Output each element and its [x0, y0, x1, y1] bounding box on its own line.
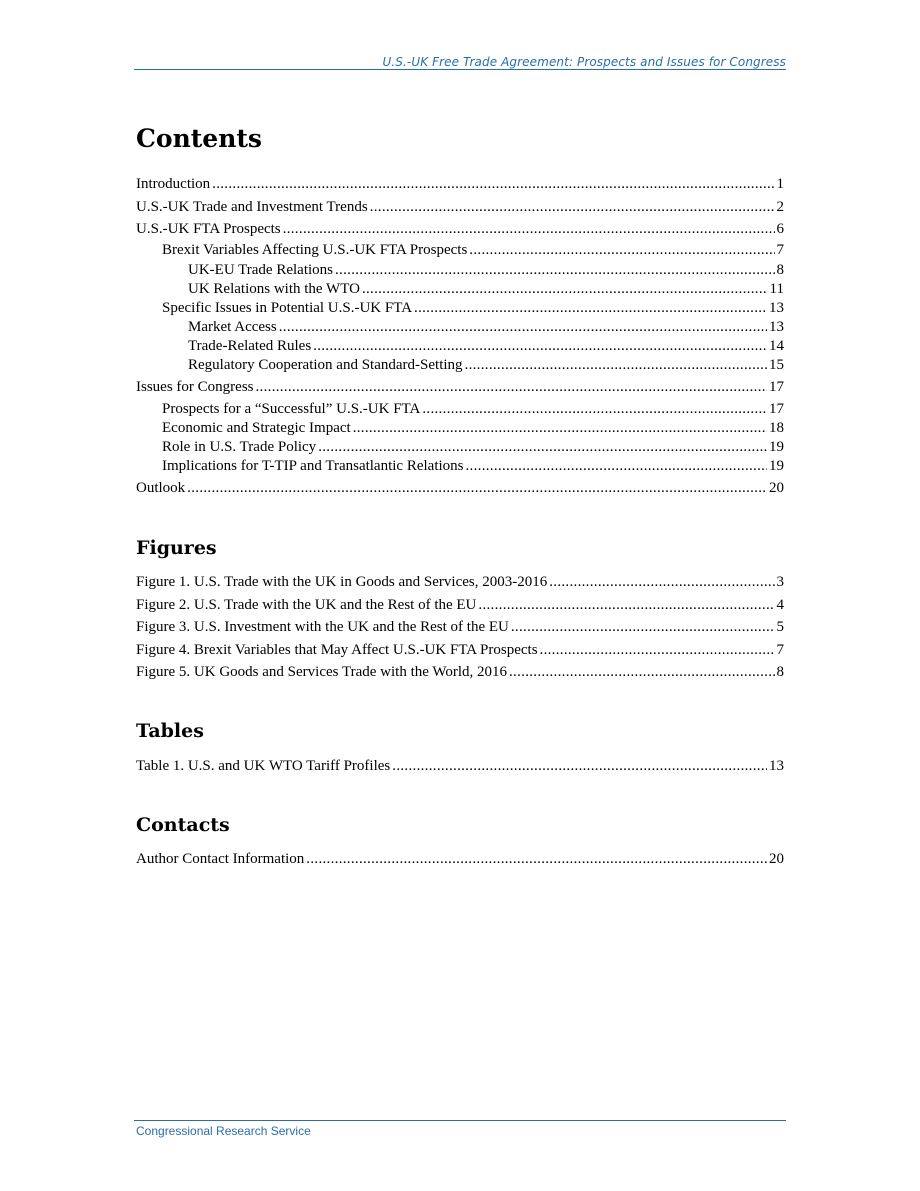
- toc-entry-page: 13: [769, 319, 784, 335]
- toc-entry-title: Figure 1. U.S. Trade with the UK in Goods and Services, 2003-2016: [136, 574, 548, 590]
- toc-entry-page: 7: [776, 641, 784, 658]
- dot-leader: [313, 337, 767, 356]
- toc-entry-page: 6: [776, 221, 784, 237]
- toc-entry-title: Prospects for a “Successful” U.S.-UK FTA: [162, 401, 421, 417]
- toc-entry-title: Figure 4. Brexit Variables that May Affect U.S.-UK FTA Prospects: [136, 641, 538, 658]
- dot-leader: [279, 318, 767, 337]
- toc-entry-page: 18: [769, 420, 784, 436]
- toc-entry-title: Market Access: [188, 319, 277, 335]
- toc-entry-page: 4: [776, 596, 784, 613]
- toc-entry[interactable]: [136, 618, 784, 641]
- footer-text: Congressional Research Service: [136, 1124, 311, 1138]
- toc-entry[interactable]: [136, 596, 784, 619]
- toc-entry[interactable]: [136, 280, 784, 299]
- toc-entry[interactable]: [136, 175, 784, 198]
- toc-entry-title: U.S.-UK FTA Prospects: [136, 221, 281, 237]
- toc-entry[interactable]: [136, 457, 784, 479]
- toc-entry[interactable]: [136, 641, 784, 664]
- toc-entry-page: 17: [769, 379, 784, 395]
- toc-entry-title: Figure 3. U.S. Investment with the UK and the Rest of the EU: [136, 619, 509, 635]
- toc-entry-title: Role in U.S. Trade Policy: [162, 439, 317, 455]
- toc-entry-title: Trade-Related Rules: [188, 338, 312, 354]
- toc-entry-title: Table 1. U.S. and UK WTO Tariff Profiles: [136, 758, 391, 774]
- toc-entry-title: Issues for Congress: [136, 379, 254, 395]
- figures-heading: Figures: [136, 537, 217, 559]
- toc-entry-page: 15: [769, 357, 784, 373]
- running-header: U.S.-UK Free Trade Agreement: Prospects and Issues for Congress: [382, 55, 786, 69]
- dot-leader: [187, 479, 767, 498]
- toc-entry[interactable]: [136, 220, 784, 241]
- tables-list: [136, 757, 784, 779]
- dot-leader: [478, 596, 774, 615]
- dot-leader: [422, 400, 767, 419]
- toc-entry-page: 3: [776, 574, 784, 590]
- contacts-heading: Contacts: [136, 814, 230, 836]
- toc-entry-page: 11: [769, 281, 784, 297]
- toc-entry-page: 2: [776, 199, 784, 215]
- toc-entry[interactable]: [136, 663, 784, 686]
- toc-entry-title: Regulatory Cooperation and Standard-Setting: [188, 357, 463, 373]
- dot-leader: [256, 378, 768, 397]
- toc-entry[interactable]: [136, 356, 784, 378]
- toc-entry-page: 8: [776, 262, 784, 278]
- toc-entry-title: Author Contact Information: [136, 851, 305, 867]
- toc-entry[interactable]: [136, 573, 784, 596]
- toc-entry-page: 7: [776, 242, 784, 258]
- toc-entry[interactable]: [136, 241, 784, 261]
- toc-entry[interactable]: [136, 299, 784, 318]
- toc-entry-page: 14: [769, 338, 784, 354]
- dot-leader: [370, 198, 775, 217]
- dot-leader: [335, 261, 775, 280]
- toc-entry-page: 5: [776, 619, 784, 635]
- toc-entry[interactable]: [136, 479, 784, 501]
- toc-entry[interactable]: [136, 400, 784, 419]
- toc-entry[interactable]: [136, 318, 784, 337]
- toc-entry-page: 1: [776, 176, 784, 192]
- toc-entry-page: 20: [769, 480, 784, 496]
- toc-entry-page: 19: [769, 439, 784, 455]
- dot-leader: [540, 641, 775, 660]
- toc-entry[interactable]: [136, 438, 784, 457]
- toc-entry[interactable]: [136, 757, 784, 779]
- dot-leader: [549, 573, 774, 592]
- contents-heading: Contents: [136, 124, 263, 153]
- dot-leader: [212, 175, 774, 194]
- toc-entry-title: Figure 2. U.S. Trade with the UK and the Rest of the EU: [136, 596, 477, 613]
- toc-entry-page: 8: [776, 664, 784, 680]
- toc-entry[interactable]: [136, 850, 784, 872]
- toc-entry-title: Economic and Strategic Impact: [162, 420, 351, 436]
- toc-entry-title: Figure 5. UK Goods and Services Trade with the World, 2016: [136, 664, 507, 680]
- toc-entry-title: UK Relations with the WTO: [188, 281, 360, 297]
- dot-leader: [414, 299, 767, 318]
- dot-leader: [362, 280, 768, 299]
- contacts-list: [136, 850, 784, 872]
- toc-entry-title: Implications for T-TIP and Transatlantic Relations: [162, 458, 464, 474]
- figures-list: [136, 573, 784, 686]
- dot-leader: [353, 419, 767, 438]
- dot-leader: [318, 438, 767, 457]
- dot-leader: [306, 850, 767, 869]
- dot-leader: [392, 757, 767, 776]
- dot-leader: [465, 356, 767, 375]
- toc-entry-title: Specific Issues in Potential U.S.-UK FTA: [162, 300, 413, 316]
- toc-entry[interactable]: [136, 337, 784, 356]
- dot-leader: [283, 220, 775, 239]
- toc-entry[interactable]: [136, 419, 784, 438]
- toc-entry-title: UK-EU Trade Relations: [188, 262, 333, 278]
- toc-entry-title: Introduction: [136, 176, 211, 192]
- footer-rule: [134, 1120, 786, 1121]
- toc-entry-page: 13: [769, 300, 784, 316]
- dot-leader: [509, 663, 775, 682]
- toc-entry[interactable]: [136, 198, 784, 220]
- toc-entry-page: 17: [769, 401, 784, 417]
- toc-entry-title: Brexit Variables Affecting U.S.-UK FTA Prospects: [162, 242, 468, 258]
- toc-entry[interactable]: [136, 378, 784, 400]
- header-rule: [134, 69, 786, 70]
- dot-leader: [466, 457, 768, 476]
- dot-leader: [469, 241, 774, 260]
- toc-entry-title: U.S.-UK Trade and Investment Trends: [136, 199, 368, 215]
- toc-entry-page: 20: [769, 851, 784, 867]
- tables-heading: Tables: [136, 720, 204, 742]
- toc-entry-page: 13: [769, 758, 784, 774]
- dot-leader: [511, 618, 775, 637]
- contents-list: [136, 175, 784, 501]
- toc-entry[interactable]: [136, 261, 784, 280]
- toc-entry-title: Outlook: [136, 480, 186, 496]
- toc-entry-page: 19: [769, 458, 784, 474]
